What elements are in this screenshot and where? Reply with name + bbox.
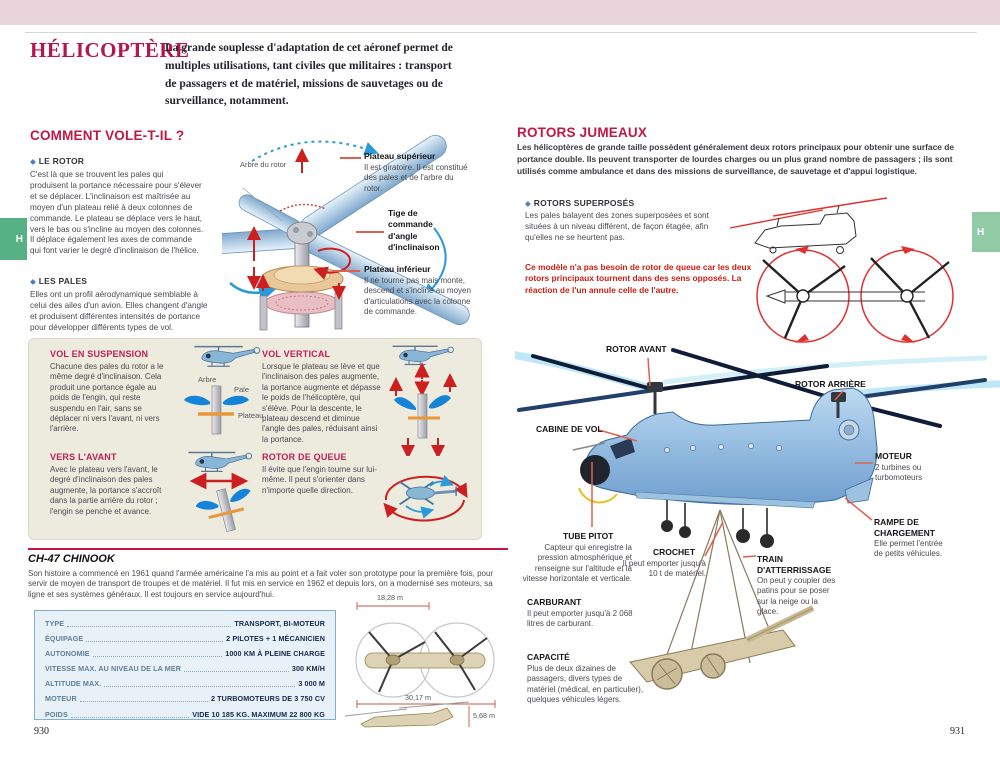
- subsection-text: Les pales balayent des zones superposées et sont situées à un niveau différent, de façon étagée, afin qu'elles ne se heurtent pas.: [525, 211, 709, 242]
- subsection-text: Elles ont un profil aérodynamique semblable à celui des ailes d'un avion. Elles changent d'angle et produisent différentes intensités de portance pour développer différents types de vol.: [30, 290, 208, 332]
- spec-row: [45, 619, 325, 628]
- callout-title: TUBE PITOT: [563, 531, 614, 541]
- page-number-right: 931: [950, 726, 965, 737]
- callout-title: CAPACITÉ: [527, 652, 570, 662]
- callout-title: Plateau supérieur: [364, 151, 436, 161]
- callout-title: MOTEUR: [875, 451, 912, 461]
- flight-mode-text: Avec le plateau vers l'avant, le degré d'inclinaison des pales augmente, la portance s'accroît dans la partie arrière du rotor ; l'engin se penche et avance.: [50, 465, 162, 516]
- spec-table: [34, 610, 336, 720]
- subsection-rotors-superposes: [525, 198, 634, 208]
- flight-mode-title: VERS L'AVANT: [50, 452, 117, 462]
- dotted-leader: [104, 685, 295, 687]
- subsection-pales: [30, 276, 87, 286]
- dotted-leader: [93, 655, 223, 657]
- subsection-label: LE ROTOR: [38, 156, 85, 166]
- spec-label: AUTONOMIE: [45, 649, 90, 659]
- spec-value: 300 KM/H: [291, 664, 325, 674]
- callout-text: On peut y coupler des patins pour se poser sur la neige ou la glace.: [757, 576, 836, 617]
- callout-text: Plus de deux dizaines de passagers, divers types de matériel (médical, en particulier), quelques véhicules légers.: [527, 664, 644, 705]
- lead-paragraph: La grande souplesse d'adaptation de cet aéronef permet de multiples utilisations, tant civiles que militaires : transport de passagers et de matériel, missions de sauvetages ou de surveillance, notamment.: [165, 42, 453, 108]
- rotor-queue-diagram: [372, 452, 476, 534]
- callout-text: Il peut emporter jusqu'à 2 068 litres de carburant.: [527, 609, 633, 629]
- flight-mode-title: ROTOR DE QUEUE: [262, 452, 347, 462]
- chinook-title: CH-47 CHINOOK: [28, 553, 115, 565]
- spec-label: TYPE: [45, 619, 65, 628]
- spec-row: [45, 649, 325, 658]
- spec-label: VITESSE MAX. AU NIVEAU DE LA MER: [45, 664, 182, 674]
- dotted-leader: [80, 700, 208, 702]
- callout-title: CARBURANT: [527, 597, 582, 607]
- vol-vertical-diagram: [382, 342, 474, 456]
- callout-title: CROCHET: [653, 547, 696, 557]
- flight-mode-text: Chacune des pales du rotor a le même degré d'inclinaison. Cela produit une portance égale au poids de l'engin, qui reste suspendu en l'air, sans se déplacer ni vers l'avant, ni vers l'arrière.: [50, 362, 164, 434]
- callout-title: Tige de commande d'angle d'inclinaison: [388, 208, 440, 253]
- top-rule: [25, 32, 977, 33]
- callout-title: ROTOR ARRIÈRE: [795, 379, 866, 389]
- subsection-rotor: [30, 156, 84, 166]
- spec-value: 1000 KM À PLEINE CHARGE: [225, 649, 325, 659]
- tab-letter: H: [15, 233, 23, 245]
- leader-line: [340, 157, 361, 159]
- plateau-label: Plateau: [238, 411, 264, 420]
- callout-title: TRAIN D'ATTERRISSAGE: [757, 554, 832, 576]
- dim-height: 5,68 m: [473, 711, 495, 720]
- index-tab-left: [0, 218, 27, 260]
- spec-row: [45, 710, 325, 719]
- callout-text: Il ne tourne pas mais monte, descend et s'incline au moyen d'articulations avec la colonne de commande.: [364, 276, 471, 317]
- flight-mode-title: VOL VERTICAL: [262, 349, 331, 359]
- diamond-icon: ◆: [30, 277, 36, 286]
- spec-row: [45, 679, 325, 688]
- callout-text: Il peut emporter jusqu'à 10 t de matériel.: [622, 559, 706, 579]
- leader-line: [356, 231, 384, 233]
- top-band: [0, 0, 1000, 25]
- spec-value: TRANSPORT, BI-MOTEUR: [234, 619, 325, 628]
- spec-label: POIDS: [45, 709, 68, 719]
- spec-label: ÉQUIPAGE: [45, 634, 84, 644]
- diamond-icon: ◆: [525, 199, 531, 208]
- vers-avant-diagram: [172, 448, 270, 538]
- flight-mode-text: Il évite que l'engin tourne sur lui-même. Il peut s'orienter dans n'importe quelle direction.: [262, 465, 377, 495]
- spec-value: VIDE 10 185 KG. MAXIMUM 22 800 KG: [192, 709, 325, 719]
- flight-mode-title: VOL EN SUSPENSION: [50, 349, 149, 359]
- rotors-jumeaux-intro: Les hélicoptères de grande taille possèdent généralement deux rotors principaux pour obtenir une surface de portance double. Ils peuvent transporter de lourdes charges ou un plus grand nombre de passagers ; ils sont utilisés comme ambulance et dans des missions de surveillance, de sauvetage et d'appui logistique.: [517, 142, 955, 177]
- callout-title: RAMPE DE CHARGEMENT: [874, 517, 935, 539]
- spec-row: [45, 634, 325, 643]
- dotted-leader: [184, 670, 289, 672]
- section-rule: [28, 548, 508, 550]
- spec-value: 2 PILOTES + 1 MÉCANICIEN: [226, 634, 325, 644]
- diamond-icon: ◆: [30, 157, 36, 166]
- counter-rotation-diagram: [725, 188, 980, 348]
- chinook-intro: Son histoire a commencé en 1961 quand l'armée américaine l'a mis au point et a fait voler son prototype pour la première fois, pour servir de moyen de transport de troupes et de matériel. Il fut mis en service en 1962 et depuis lors, on a modernisé ses moteurs, sa ligne et ses systèmes généraux. Il est toujours en service aujourd'hui.: [28, 569, 494, 599]
- subsection-label: LES PALES: [38, 276, 88, 286]
- spec-row: [45, 694, 325, 703]
- page-number-left: 930: [34, 726, 49, 737]
- leader-line: [332, 270, 360, 272]
- callout-title: CABINE DE VOL: [536, 424, 603, 434]
- dotted-leader: [67, 625, 231, 627]
- callout-text: Elle permet l'entrée de petits véhicules.: [874, 539, 943, 559]
- flight-mode-text: Lorsque le plateau se lève et que l'inclinaison des pales augmente, la portance augmente et dépasse le poids de l'hélicoptère, qui s'élève. Pour la descente, le plateau descend et diminue l'angle des pales, réduisant ainsi la portance.: [262, 362, 381, 444]
- spec-value: 3 000 M: [298, 679, 325, 689]
- callout-title: Plateau inférieur: [364, 264, 431, 274]
- arbre-du-rotor-label: Arbre du rotor: [240, 160, 287, 169]
- callout-title: ROTOR AVANT: [606, 344, 667, 354]
- pale-label: Pale: [234, 385, 250, 394]
- section-heading-comment: COMMENT VOLE-T-IL ?: [30, 128, 185, 143]
- counter-rotation-note: Ce modèle n'a pas besoin de rotor de queue car les deux rotors principaux tournent dans des sens opposés. La réaction de l'un annule celle de l'autre.: [525, 262, 752, 295]
- spec-label: ALTITUDE MAX.: [45, 679, 102, 689]
- dim-rotor: 18,28 m: [377, 593, 403, 602]
- dim-length: 30,17 m: [405, 693, 431, 702]
- subsection-label: ROTORS SUPERPOSÉS: [533, 198, 635, 208]
- callout-text: 2 turbines ou turbomoteurs: [875, 463, 923, 483]
- dimensions-diagram: [337, 590, 507, 730]
- tab-letter: H: [977, 226, 985, 238]
- section-heading-rotors-jumeaux: ROTORS JUMEAUX: [517, 125, 648, 140]
- callout-text: Il est giratoire. Il est constitué des pales et de l'arbre du rotor.: [364, 163, 468, 193]
- spec-value: 2 TURBOMOTEURS DE 3 750 CV: [210, 694, 325, 704]
- page-title: HÉLICOPTÈRE: [30, 38, 190, 62]
- callout-text: Capteur qui enregistre la pression atmosphérique et renseigne sur l'altitude et la vitesse horizontale et verticale.: [522, 543, 632, 584]
- dotted-leader: [71, 716, 189, 718]
- subsection-text: C'est là que se trouvent les pales qui produisent la portance nécessaire pour s'élever et se déplacer. L'inclinaison est maîtrisée au moyen d'un plateau relié à deux colonnes de commande. Le plateau se déplace vers le haut, vers le bas ou s'incline au moyen des colonnes. Il déplace également les axes de commande qui font varier le degré d'inclinaison de l'hélice.: [30, 170, 204, 256]
- dotted-leader: [86, 640, 223, 642]
- spec-label: MOTEUR: [45, 694, 77, 704]
- spec-row: [45, 664, 325, 673]
- arbre-label: Arbre: [198, 375, 217, 384]
